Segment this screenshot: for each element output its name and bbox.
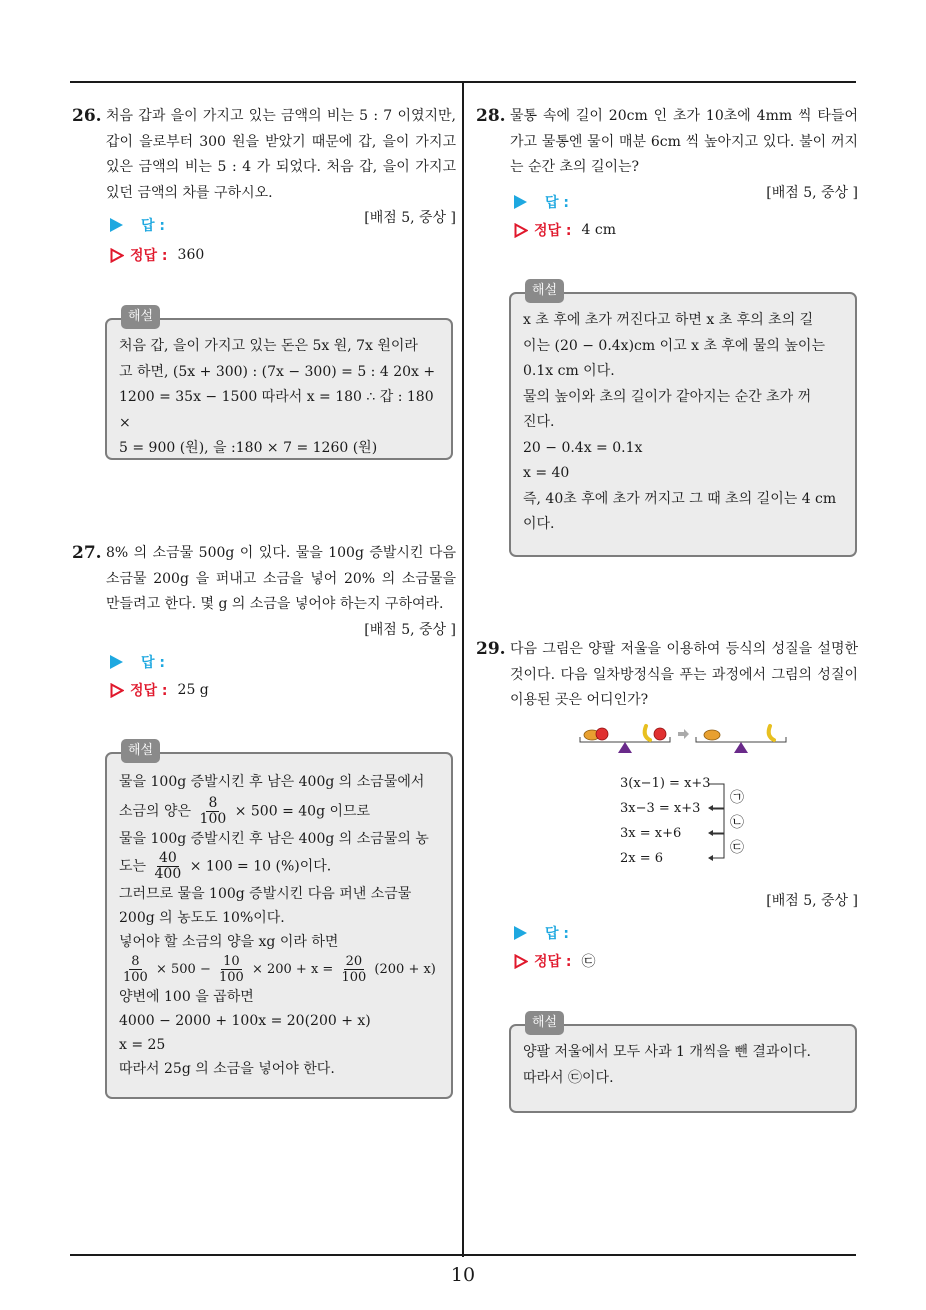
- equation-line: 3x−3 = x+3: [620, 801, 701, 816]
- correct-label: 정답 :: [534, 223, 572, 239]
- solution-line: 물을 100g 증발시킨 후 남은 400g 의 소금물의 농: [119, 831, 429, 847]
- text-segment: (200 + x): [374, 962, 436, 977]
- solution-line: 이는 (20 − 0.4x)cm 이고 x 초 후에 물의 높이는: [523, 337, 825, 354]
- numerator: 40: [158, 850, 177, 866]
- arrow-right-icon: [678, 729, 689, 739]
- solution-line: 처음 갑, 을이 가지고 있는 돈은 5x 원, 7x 원이라: [119, 338, 418, 354]
- answer-label: 답 :: [545, 195, 569, 211]
- numerator: 8: [131, 954, 140, 969]
- solution-line: 4000 − 2000 + 100x = 20(200 + x): [119, 1013, 371, 1029]
- problem-number: 29.: [476, 639, 506, 659]
- solution-box: [509, 283, 857, 557]
- fraction: [198, 796, 229, 827]
- solution-line: 0.1x cm 이다.: [523, 363, 615, 379]
- correct-label: 정답 :: [534, 954, 572, 970]
- step-marks: [730, 786, 744, 861]
- problem-28: [476, 104, 858, 206]
- solution-line: 1200 = 35x − 1500 따라서 x = 180 ∴ 갑 : 180 ×: [119, 389, 434, 431]
- outline-triangle-icon: [514, 954, 528, 969]
- score-meta: [배점 5, 중상 ]: [766, 893, 858, 909]
- score-meta: [배점 5, 중상 ]: [364, 621, 456, 638]
- outline-triangle-icon: [110, 248, 124, 263]
- correct-answer-line: [110, 245, 204, 265]
- score-meta: [배점 5, 중상 ]: [364, 210, 456, 226]
- text-segment: 도는: [119, 858, 147, 875]
- correct-value: 4 cm: [581, 222, 617, 238]
- problem-text: [510, 637, 858, 714]
- problem-statement: 다음 그림은 양팔 저울을 이용하여 등식의 성질을 설명한 것이다. 다음 일차방정식을 푸는 과정에서 그림의 성질이 이용된 곳은 어디인가?: [510, 641, 858, 708]
- equation-steps: [620, 771, 711, 871]
- solution-line: 양팔 저울에서 모두 사과 1 개씩을 뺀 결과이다.: [523, 1044, 811, 1060]
- solution-tag: 해설: [525, 279, 564, 303]
- numerator: 10: [223, 954, 240, 969]
- problem-statement: 물통 속에 길이 20cm 인 초가 10초에 4mm 씩 타들어가고 물통엔 물이 매분 6cm 씩 높아지고 있다. 불이 꺼지는 순간 초의 길이는?: [510, 108, 858, 175]
- solution-line: x = 25: [119, 1037, 166, 1053]
- solution-line: 따라서 ㉢이다.: [523, 1069, 614, 1086]
- bottom-rule: [70, 1254, 856, 1256]
- answer-label: 답 :: [141, 655, 165, 671]
- fraction: [121, 954, 150, 985]
- text-segment: 소금의 양은: [119, 803, 192, 820]
- play-triangle-icon: [110, 218, 123, 232]
- text-segment: × 500 −: [155, 962, 211, 977]
- correct-value: 25 g: [177, 682, 209, 698]
- numerator: 8: [208, 795, 218, 811]
- correct-answer-line: [514, 220, 616, 240]
- solution-line: 양변에 100 을 곱하면: [119, 989, 254, 1005]
- score-meta: [배점 5, 중상 ]: [766, 184, 858, 201]
- problem-29: [476, 637, 858, 714]
- solution-line: x = 40: [523, 465, 570, 481]
- solution-line: [119, 954, 439, 985]
- numerator: 20: [345, 954, 363, 969]
- solution-box: [105, 743, 453, 1099]
- solution-line: x 초 후에 초가 꺼진다고 하면 x 초 후의 초의 길: [523, 312, 814, 328]
- solution-line: 그러므로 물을 100g 증발시킨 다음 퍼낸 소금물: [119, 886, 412, 902]
- text-segment: × 500 = 40g 이므로: [234, 803, 371, 820]
- solution-line: 물의 높이와 초의 길이가 같아지는 순간 초가 꺼: [523, 388, 812, 405]
- problem-statement: 처음 갑과 을이 가지고 있는 금액의 비는 5 : 7 이였지만, 갑이 을로부터 300 원을 받았기 때문에 갑, 을이 가지고 있은 금액의 비는 5 : 4 가 되었다. 처음 갑, 을이 가지고 있던 금액의 차를 구하시오.: [106, 108, 456, 201]
- problem-27: [72, 541, 456, 643]
- text-segment: × 200 + x =: [251, 962, 334, 977]
- play-triangle-icon: [514, 926, 527, 940]
- solution-line: 따라서 25g 의 소금을 넣어야 한다.: [119, 1061, 335, 1077]
- equation-line: 2x = 6: [620, 851, 664, 866]
- outline-triangle-icon: [514, 223, 528, 238]
- equation-line: 3(x−1) = x+3: [620, 776, 711, 791]
- solution-line: [119, 851, 439, 882]
- problem-text: [106, 104, 456, 232]
- answer-line: [110, 652, 165, 672]
- correct-answer-line: [110, 680, 209, 700]
- problem-number: 26.: [72, 106, 102, 126]
- right-balance-scale: [696, 726, 786, 753]
- play-triangle-icon: [514, 195, 527, 209]
- solution-line: 이다.: [523, 516, 555, 532]
- answer-line: [514, 923, 569, 943]
- solution-tag: 해설: [525, 1011, 564, 1035]
- solution-line: 고 하면, (5x + 300) : (7x − 300) = 5 : 4 20x +: [119, 363, 436, 380]
- correct-answer-line: [514, 951, 596, 971]
- left-balance-scale: [580, 726, 670, 753]
- outline-triangle-icon: [110, 683, 124, 698]
- fraction: [217, 954, 246, 985]
- problem-text: [510, 104, 858, 206]
- denominator: 400: [154, 866, 182, 882]
- solution-tag: 해설: [121, 305, 160, 329]
- answer-line: [514, 192, 569, 212]
- solution-tag: 해설: [121, 739, 160, 763]
- step-mark: ㉡: [730, 815, 744, 831]
- solution-box: [105, 309, 453, 460]
- correct-value: 360: [177, 247, 205, 263]
- correct-label: 정답 :: [130, 248, 168, 264]
- problem-26: [72, 104, 456, 232]
- balance-scale-illustration: [578, 722, 790, 758]
- text-segment: × 100 = 10 (%)이다.: [189, 858, 332, 875]
- denominator: 100: [123, 970, 148, 985]
- denominator: 100: [199, 811, 227, 827]
- step-mark: ㉢: [730, 840, 744, 856]
- solution-line: 넣어야 할 소금의 양을 xg 이라 하면: [119, 934, 339, 950]
- page-number: 10: [450, 1264, 476, 1286]
- answer-label: 답 :: [141, 218, 165, 234]
- equation-line: 3x = x+6: [620, 826, 682, 841]
- problem-number: 28.: [476, 106, 506, 126]
- solution-box: [509, 1015, 857, 1113]
- correct-value: ㉢: [581, 954, 596, 970]
- solution-line: 진다.: [523, 414, 555, 430]
- fraction: [153, 851, 184, 882]
- problem-statement: 8% 의 소금물 500g 이 있다. 물을 100g 증발시킨 다음 소금물 200g 을 퍼내고 소금을 넣어 20% 의 소금물을 만들려고 한다. 몇 g 의 소금을 넣어야 하는지 구하여라.: [106, 545, 456, 612]
- fraction: [339, 954, 368, 985]
- correct-label: 정답 :: [130, 683, 168, 699]
- problem-number: 27.: [72, 543, 102, 563]
- column-divider: [462, 83, 464, 1257]
- solution-line: 20 − 0.4x = 0.1x: [523, 439, 643, 456]
- solution-line: 즉, 40초 후에 초가 꺼지고 그 때 초의 길이는 4 cm: [523, 490, 837, 507]
- denominator: 100: [218, 970, 244, 985]
- solution-line: [119, 796, 439, 827]
- problem-text: [106, 541, 456, 643]
- answer-label: 답 :: [545, 926, 569, 942]
- denominator: 100: [341, 970, 367, 985]
- solution-line: 5 = 900 (원), 을 :180 × 7 = 1260 (원): [119, 440, 378, 456]
- play-triangle-icon: [110, 655, 123, 669]
- step-mark: ㉠: [730, 790, 744, 806]
- solution-line: 200g 의 농도도 10%이다.: [119, 910, 285, 926]
- answer-line: [110, 215, 165, 235]
- solution-line: 물을 100g 증발시킨 후 남은 400g 의 소금물에서: [119, 774, 425, 790]
